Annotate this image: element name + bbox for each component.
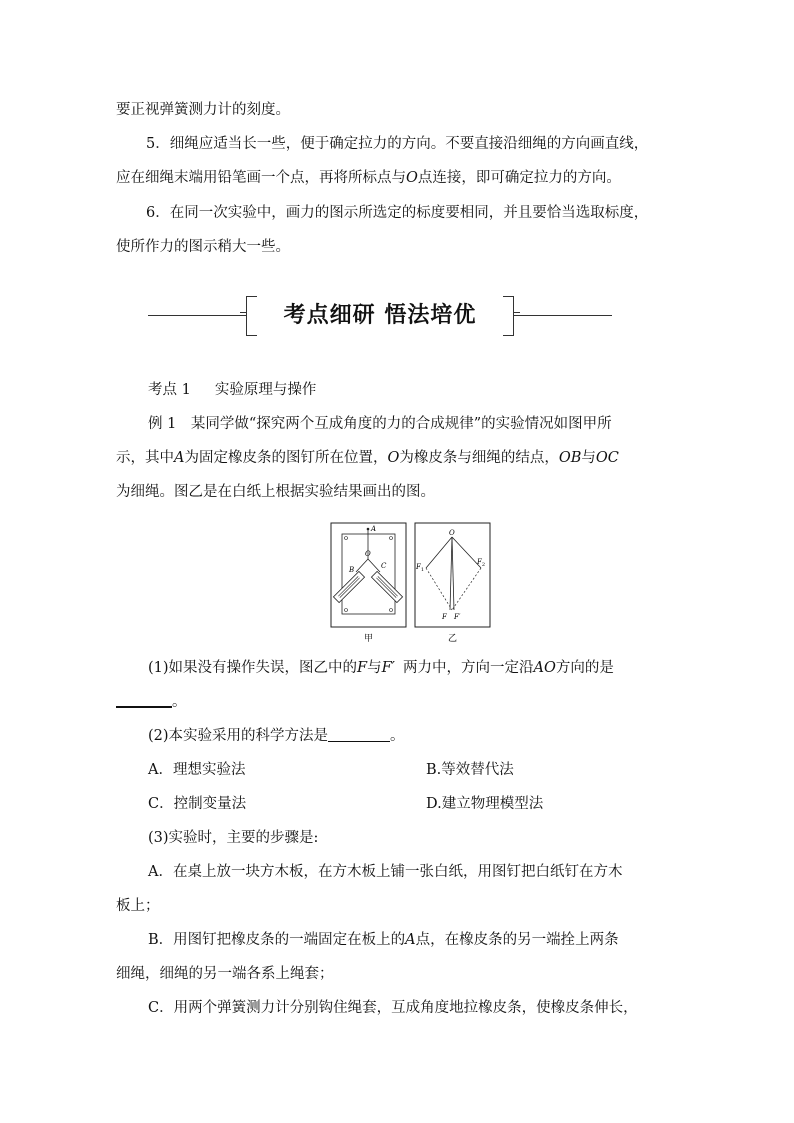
answer-blank-2[interactable] bbox=[328, 725, 390, 742]
section-title: 考点细研 悟法培优 bbox=[283, 302, 477, 328]
text-span: 。 bbox=[390, 728, 405, 744]
text-span: B．用图钉把橡皮条的一端固定在板上的 bbox=[148, 932, 406, 948]
label-C: C bbox=[381, 562, 387, 570]
figure-right-panel bbox=[415, 523, 490, 644]
label-O: O bbox=[449, 529, 455, 537]
option-c[interactable]: C．控制变量法 bbox=[148, 796, 247, 812]
step-a-line: A．在桌上放一块方木板，在方木板上铺一张白纸，用图钉把白纸钉在方木 bbox=[148, 864, 623, 880]
example-line: 为细绳。图乙是在白纸上根据实验结果画出的图。 bbox=[116, 484, 435, 500]
text-span: 点，在橡皮条的另一端拴上两条 bbox=[415, 932, 619, 948]
text-line: 6．在同一次实验中，画力的图示所选定的标度要相同，并且要恰当选取标度， bbox=[146, 205, 649, 221]
label-O: O bbox=[365, 550, 371, 558]
step-b-line bbox=[148, 924, 619, 957]
option-d[interactable]: D.建立物理模型法 bbox=[426, 796, 544, 812]
text-line: 使所作力的图示稍大一些。 bbox=[116, 239, 290, 255]
text-line bbox=[116, 162, 621, 195]
question-3-head: (3)实验时，主要的步骤是: bbox=[148, 830, 319, 846]
experiment-figure bbox=[330, 522, 492, 644]
question-1-line bbox=[148, 652, 614, 685]
caption-right: 乙 bbox=[448, 634, 458, 644]
banner-rule-right bbox=[514, 315, 612, 316]
label-F-prime: F′ bbox=[454, 613, 461, 621]
var-AO: AO bbox=[533, 660, 556, 676]
label-B: B bbox=[349, 566, 355, 574]
var-A: A bbox=[174, 450, 185, 466]
example-line bbox=[116, 442, 619, 475]
var-O: O bbox=[387, 450, 400, 466]
text-span: 为橡皮条与细绳的结点， bbox=[399, 450, 559, 466]
text-span: 两力中，方向一定沿 bbox=[402, 660, 534, 676]
option-b[interactable]: B.等效替代法 bbox=[426, 762, 514, 778]
text-span: (2)本实验采用的科学方法是 bbox=[148, 728, 329, 744]
label-A: A bbox=[371, 525, 377, 533]
text-span: (1)如果没有操作失误，图乙中的 bbox=[148, 660, 358, 676]
var-F: F bbox=[357, 660, 368, 676]
label-F1: $F_1$ bbox=[416, 563, 425, 573]
var-F-prime: F′ bbox=[381, 660, 395, 676]
section-banner bbox=[148, 290, 612, 340]
example-line: 例 1 某同学做“探究两个互成角度的力的合成规律”的实验情况如图甲所 bbox=[148, 416, 612, 432]
banner-bracket-tick bbox=[514, 312, 520, 313]
text-line: 要正视弹簧测力计的刻度。 bbox=[116, 102, 290, 118]
answer-blank-1[interactable] bbox=[116, 690, 172, 708]
question-2-line bbox=[148, 720, 405, 753]
var-A: A bbox=[405, 932, 416, 948]
text-line: 5．细绳应适当长一些，便于确定拉力的方向。不要直接沿细绳的方向画直线， bbox=[146, 136, 649, 152]
text-span: 为固定橡皮条的图钉所在位置， bbox=[184, 450, 388, 466]
text-span: 应在细绳末端用铅笔画一个点，再将所标点与 bbox=[116, 170, 406, 186]
text-span: 方向的是 bbox=[555, 660, 614, 676]
var-OB: OB bbox=[558, 450, 582, 466]
question-1-blank-line bbox=[116, 686, 187, 719]
var-OC: OC bbox=[595, 450, 619, 466]
step-a-line: 板上； bbox=[116, 898, 160, 914]
var-O: O bbox=[406, 170, 418, 186]
step-c-line: C．用两个弹簧测力计分别钩住绳套，互成角度地拉橡皮条，使橡皮条伸长， bbox=[148, 1000, 638, 1016]
label-F: F bbox=[442, 613, 447, 621]
text-span: 点连接，即可确定拉力的方向。 bbox=[417, 170, 621, 186]
banner-bracket-right bbox=[503, 296, 514, 336]
label-F2: $F_2$ bbox=[477, 558, 486, 568]
text-span: 与 bbox=[581, 450, 596, 466]
caption-left: 甲 bbox=[364, 634, 374, 644]
figure-left-panel bbox=[331, 523, 406, 644]
option-a[interactable]: A．理想实验法 bbox=[148, 762, 246, 778]
kaodian-label: 考点 1 bbox=[148, 382, 191, 398]
step-b-line: 细绳，细绳的另一端各系上绳套； bbox=[116, 966, 334, 982]
text-span: 与 bbox=[367, 660, 382, 676]
kaodian-heading bbox=[148, 374, 316, 407]
kaodian-title: 实验原理与操作 bbox=[214, 382, 317, 398]
text-span: 。 bbox=[172, 694, 187, 710]
text-span: 示，其中 bbox=[116, 450, 174, 466]
